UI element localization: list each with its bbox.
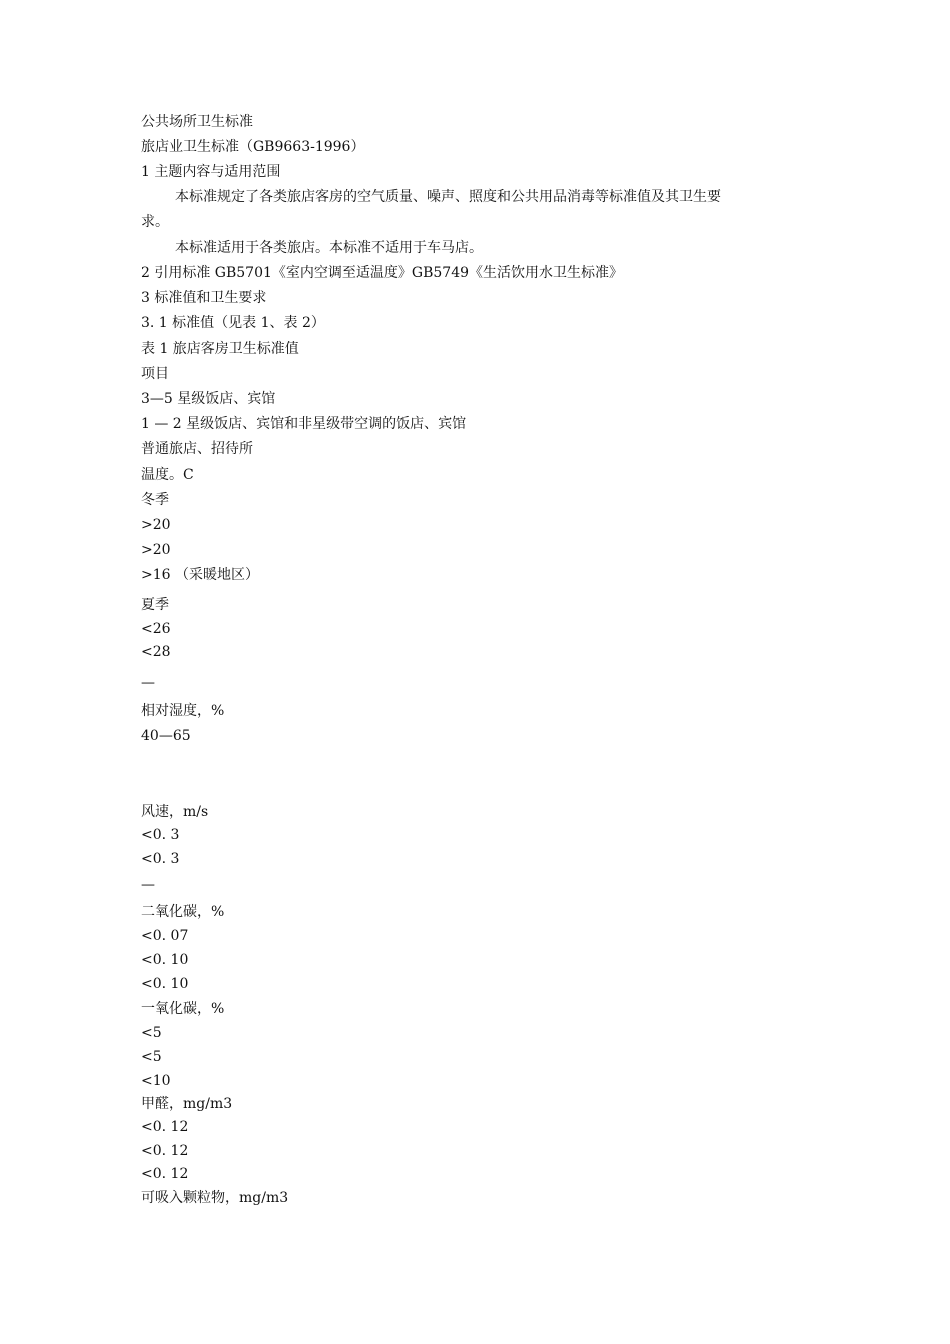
document-subtitle: 旅店业卫生标准（GB9663-1996）: [141, 139, 365, 155]
co2-value-3: <0. 10: [141, 976, 189, 992]
humidity-value-1: 40—65: [141, 728, 191, 744]
co2-label: 二氧化碳，%: [141, 904, 225, 920]
co2-value-1: <0. 07: [141, 928, 189, 944]
co-value-1: <5: [141, 1025, 162, 1041]
formaldehyde-value-1: <0. 12: [141, 1119, 189, 1135]
co-value-2: <5: [141, 1049, 162, 1065]
wind-speed-value-3: —: [141, 877, 155, 893]
wind-speed-value-1: <0. 3: [141, 827, 180, 843]
summer-value-3: —: [141, 675, 155, 691]
section-3-heading: 3 标准值和卫生要求: [141, 290, 267, 306]
co-label: 一氧化碳，%: [141, 1001, 225, 1017]
summer-value-1: <26: [141, 621, 171, 637]
section-1-heading: 1 主题内容与适用范围: [141, 164, 281, 180]
co-value-3: <10: [141, 1073, 171, 1089]
temperature-label: 温度。C: [141, 467, 194, 483]
section-2-heading: 2 引用标准 GB5701《室内空调至适温度》GB5749《生活饮用水卫生标准》: [141, 265, 624, 281]
summer-label: 夏季: [141, 597, 169, 613]
section-1-paragraph-1-line-2: 求。: [141, 214, 169, 230]
formaldehyde-value-3: <0. 12: [141, 1166, 189, 1182]
table-col-1-2-star: 1 — 2 星级饭店、宾馆和非星级带空调的饭店、宾馆: [141, 416, 467, 432]
co2-value-2: <0. 10: [141, 952, 189, 968]
summer-value-2: <28: [141, 644, 171, 660]
humidity-label: 相对湿度，%: [141, 703, 225, 719]
table-caption: 表 1 旅店客房卫生标准值: [141, 341, 299, 357]
section-3-1-heading: 3. 1 标准值（见表 1、表 2）: [141, 315, 325, 331]
section-1-paragraph-1-line-1: 本标准规定了各类旅店客房的空气质量、噪声、照度和公共用品消毒等标准值及其卫生要: [175, 189, 721, 205]
wind-speed-label: 风速，m/s: [141, 804, 209, 820]
table-col-item: 项目: [141, 366, 169, 382]
section-1-paragraph-2: 本标准适用于各类旅店。本标准不适用于车马店。: [175, 240, 483, 256]
formaldehyde-label: 甲醛，mg/m3: [141, 1096, 233, 1112]
table-col-3-5-star: 3—5 星级饭店、宾馆: [141, 391, 276, 407]
winter-value-3: >16 （采暖地区）: [141, 567, 259, 583]
formaldehyde-value-2: <0. 12: [141, 1143, 189, 1159]
wind-speed-value-2: <0. 3: [141, 851, 180, 867]
winter-value-1: >20: [141, 517, 171, 533]
table-col-normal: 普通旅店、招待所: [141, 441, 253, 457]
winter-label: 冬季: [141, 492, 169, 508]
document-title: 公共场所卫生标准: [141, 114, 253, 130]
winter-value-2: >20: [141, 542, 171, 558]
particulate-matter-label: 可吸入颗粒物，mg/m3: [141, 1190, 289, 1206]
